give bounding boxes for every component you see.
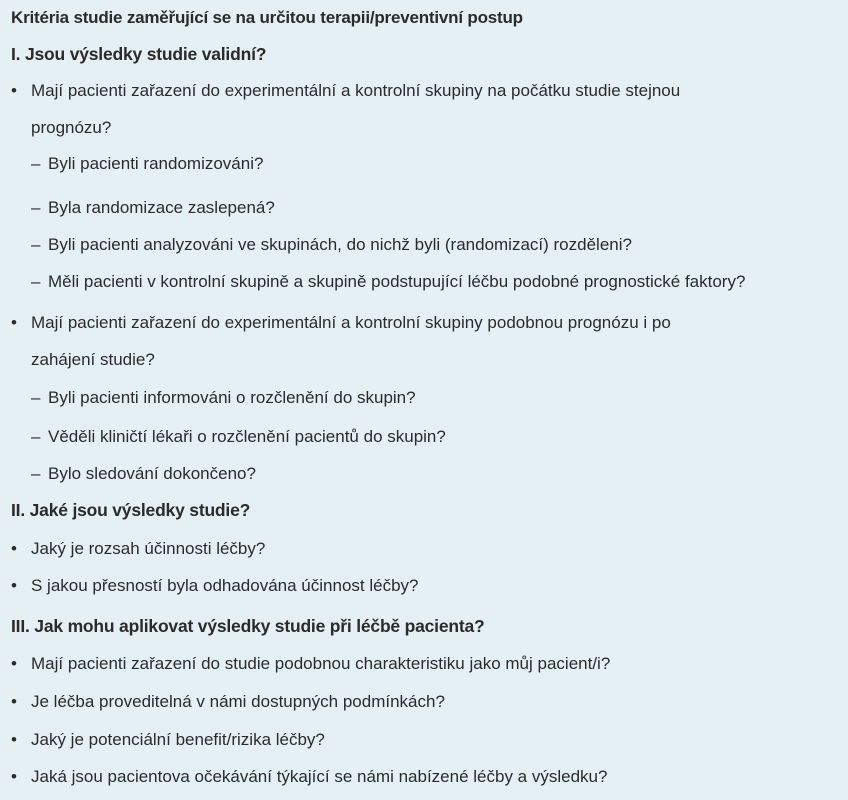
sub-list-item: – Byli pacienti informováni o rozčlenění do skupin? (31, 386, 416, 410)
section-heading-3: III. Jak mohu aplikovat výsledky studie při léčbě pacienta? (11, 616, 485, 636)
sub-list-item: – Bylo sledování dokončeno? (31, 462, 256, 486)
sub-list-item: – Věděli kliničtí lékaři o rozčlenění pacientů do skupin? (31, 425, 446, 449)
list-item: • S jakou přesností byla odhadována účinnost léčby? (11, 574, 418, 598)
dash-icon: – (31, 154, 41, 173)
dash-icon: – (31, 198, 41, 217)
sub-list-item: – Byli pacienti analyzováni ve skupinách, do nichž byli (randomizací) rozděleni? (31, 233, 632, 257)
bullet-icon: • (11, 767, 17, 786)
dash-icon: – (31, 427, 41, 446)
sub-list-item: – Byla randomizace zaslepená? (31, 196, 275, 220)
list-item: • Jaká jsou pacientova očekávání týkající se námi nabízené léčby a výsledku? (11, 765, 607, 789)
bullet-icon: • (11, 539, 17, 558)
list-item: • Jaký je potenciální benefit/rizika léčby? (11, 728, 325, 752)
bullet-icon: • (11, 313, 17, 332)
bullet-icon: • (11, 692, 17, 711)
dash-icon: – (31, 388, 41, 407)
box-title: Kritéria studie zaměřující se na určitou terapii/preventivní postup (11, 8, 523, 27)
bullet-icon: • (11, 654, 17, 673)
list-item: • Mají pacienti zařazení do studie podobnou charakteristiku jako můj pacient/i? (11, 652, 610, 676)
sub-list-item: – Byli pacienti randomizováni? (31, 152, 263, 176)
list-item: • Mají pacienti zařazení do experimentální a kontrolní skupiny na počátku studie stejnou (11, 79, 680, 103)
section-heading-1: I. Jsou výsledky studie validní? (11, 44, 267, 64)
dash-icon: – (31, 464, 41, 483)
dash-icon: – (31, 272, 41, 291)
dash-icon: – (31, 235, 41, 254)
bullet-icon: • (11, 576, 17, 595)
sub-list-item: – Měli pacienti v kontrolní skupině a skupině podstupující léčbu podobné prognostické faktory? (31, 270, 745, 294)
list-item: • Je léčba proveditelná v námi dostupných podmínkách? (11, 690, 445, 714)
list-item: • Mají pacienti zařazení do experimentální a kontrolní skupiny podobnou prognózu i po (11, 311, 671, 335)
list-item-continuation: prognózu? (31, 118, 112, 137)
bullet-icon: • (11, 81, 17, 100)
section-heading-2: II. Jaké jsou výsledky studie? (11, 500, 251, 520)
list-item: • Jaký je rozsah účinnosti léčby? (11, 537, 265, 561)
bullet-icon: • (11, 730, 17, 749)
list-item-continuation: zahájení studie? (31, 350, 155, 369)
